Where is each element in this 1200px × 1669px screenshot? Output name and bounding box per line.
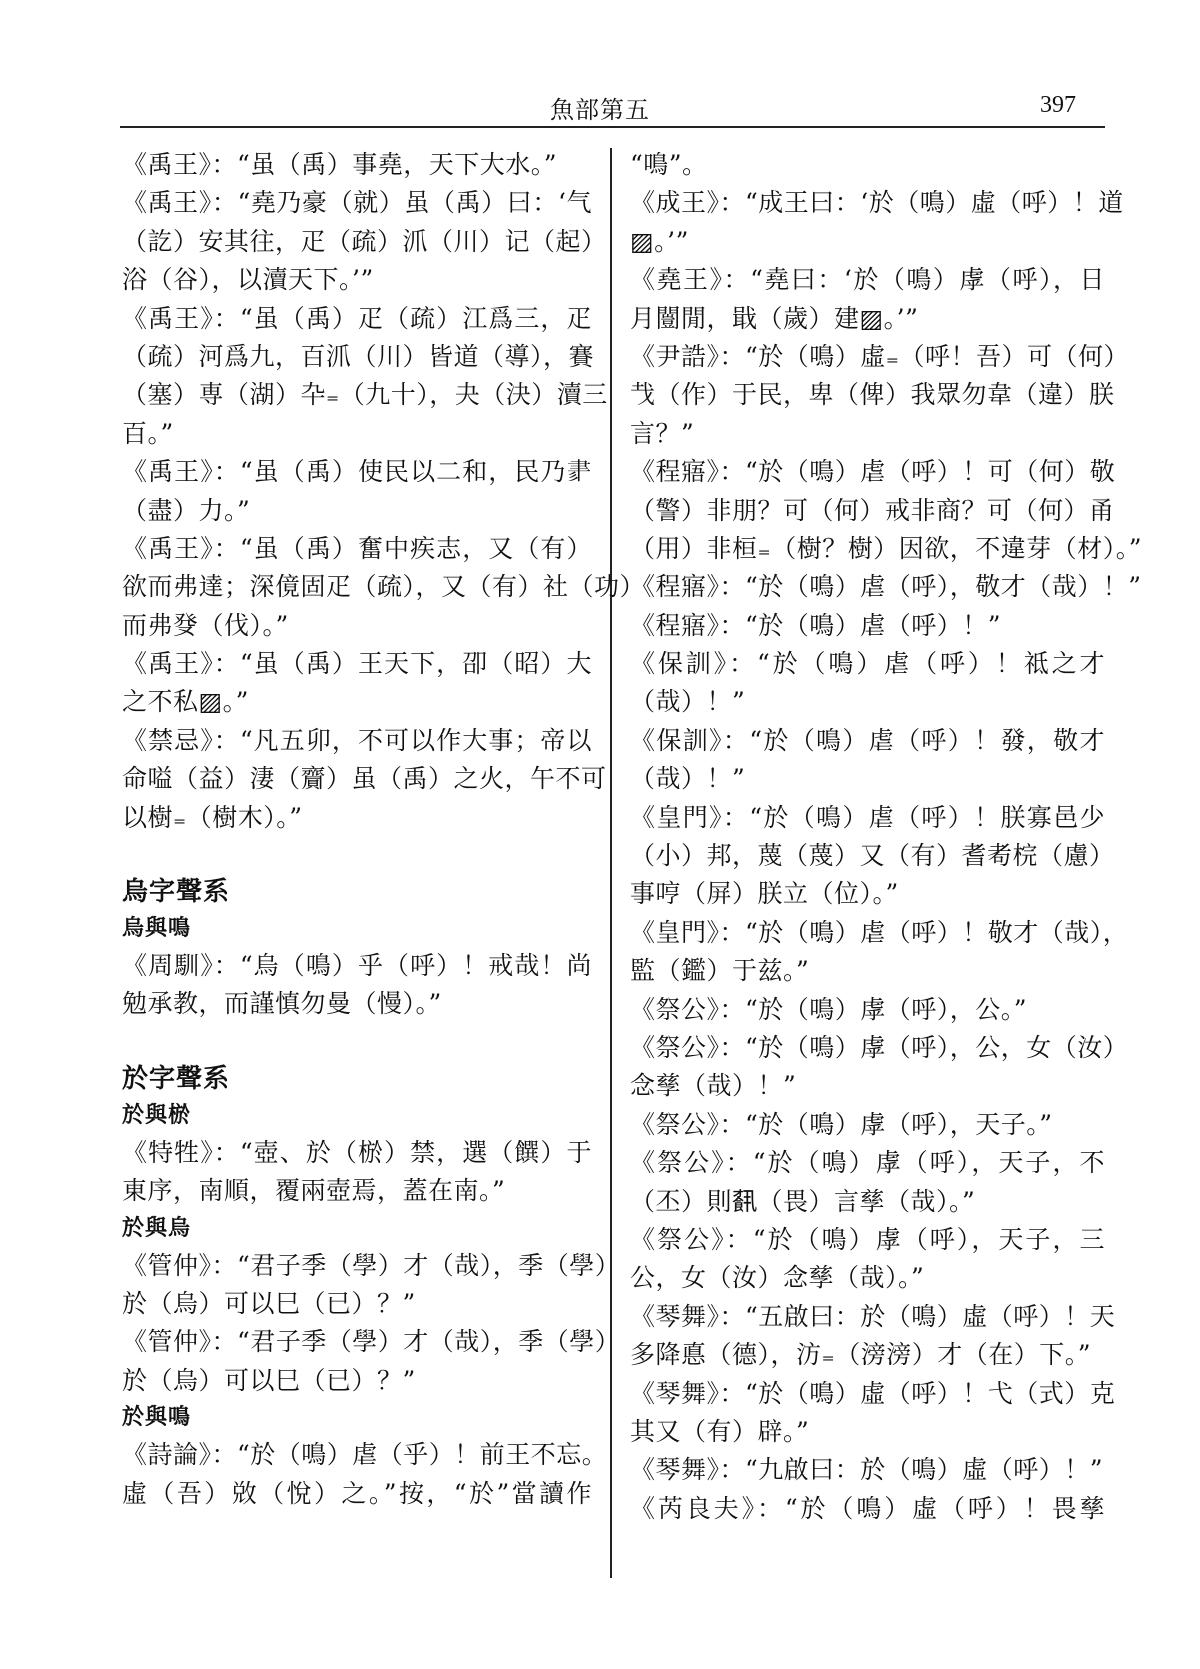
text-line: 《成王》：“成王曰：‘於（鳴）虛（呼）！道: [630, 188, 1124, 218]
left-column: [122, 146, 646, 1513]
text-line: 《保訓》：“於（鳴）虐（呼）！發，敬才: [630, 725, 1105, 755]
text-line: （用）非桓₌（樹？樹）因欲，不違芽（材）。”: [630, 533, 1142, 563]
text-line: 𢦏（作）于民，卑（俾）我眾勿韋（違）朕: [630, 380, 1115, 410]
text-line: 浴（谷），以瀆天下。’”: [122, 265, 374, 295]
sub-heading: 於與鳴: [122, 1405, 192, 1431]
text-line: （訖）安其往，疋（疏）沠（川）记（起）: [122, 226, 607, 256]
text-line: 《管仲》：“君子季（學）才（哉），季（學）: [122, 1250, 621, 1280]
entry-block: [122, 1247, 621, 1401]
text-line: 監（鑑）于兹。”: [630, 956, 810, 986]
text-line: 《程寤》：“於（鳴）虐（呼）！”: [630, 610, 1002, 640]
text-line: 《程寤》：“於（鳴）虐（呼）！可（何）敬: [630, 457, 1116, 487]
text-line: 《琴舞》：“五啟曰：於（鳴）虛（呼）！天: [630, 1301, 1116, 1331]
text-line: 其又（有）辟。”: [630, 1416, 810, 1446]
text-line: 之不私▨。”: [122, 687, 249, 717]
text-line: 《芮良夫》：“於（鳴）虛（呼）！畏孳: [630, 1493, 1105, 1523]
section-heading: 於字聲系: [122, 1063, 231, 1094]
text-line: （警）非朋？可（何）戒非商？可（何）甬: [630, 495, 1115, 525]
text-line: 《禹王》：“虽（禹）王天下，卲（昭）大: [122, 649, 592, 679]
text-line: 念孳（哉）！”: [630, 1071, 797, 1101]
text-line: 《皇門》：“於（鳴）虐（呼）！敬才（哉），: [630, 917, 1129, 947]
text-line: ▨。’”: [630, 226, 689, 256]
section-heading: 烏字聲系: [122, 877, 231, 908]
text-line: 多降悳（德），汸₌（滂滂）才（在）下。”: [630, 1340, 1091, 1370]
text-line: （哉）！”: [630, 687, 746, 717]
text-line: 《禹王》：“堯乃豪（就）虽（禹）曰：‘气: [122, 188, 592, 218]
text-line: （丕）則𩛥（畏）言孳（哉）。”: [630, 1186, 976, 1216]
text-line: 《尹誥》：“於（鳴）虛₌（呼！吾）可（何）: [630, 341, 1129, 371]
text-line: 於（烏）可以巳（已）？”: [122, 1288, 416, 1318]
text-line: 《禁忌》：“凡五卯，不可以作大事；帝以: [122, 725, 592, 755]
text-line: “鳴”。: [630, 150, 708, 179]
column-divider: [610, 148, 612, 1578]
text-line: 《禹王》：“虽（禹）奮中疾志，又（有）: [122, 533, 592, 563]
text-line: 《堯王》：“堯曰：‘於（鳴）虖（呼），日: [630, 265, 1105, 295]
text-line: 《禹王》：“虽（禹）事堯，天下大水。”: [122, 150, 558, 179]
text-line: （盡）力。”: [122, 495, 251, 525]
entry-block: [122, 146, 646, 837]
text-line: 《祭公》：“於（鳴）虖（呼），公，女（汝）: [630, 1032, 1129, 1062]
text-line: 《禹王》：“虽（禹）使民以二和，民乃𦘔: [122, 457, 592, 487]
text-line: 《保訓》：“於（鳴）虐（呼）！祗之才: [630, 649, 1105, 679]
text-line: 《祭公》：“於（鳴）虖（呼），天子。”: [630, 1109, 1053, 1139]
text-line: （小）邦，蔑（蔑）又（有）耆耇梡（慮）: [630, 841, 1115, 871]
text-line: 於（烏）可以巳（已）？”: [122, 1365, 416, 1395]
text-line: 公，女（汝）念孳（哉）。”: [630, 1263, 925, 1293]
text-line: 言？”: [630, 418, 695, 448]
sub-heading: 烏與鳴: [122, 916, 192, 942]
text-line: 勉承教，而謹慎勿曼（慢）。”: [122, 989, 442, 1019]
text-line: 虛（吾）敚（悅）之。”按，“於”當讀作: [122, 1478, 592, 1508]
text-line: 欲而弗達；深傹固疋（疏），又（有）社（功）: [122, 572, 646, 602]
entry-block: [122, 1134, 592, 1211]
text-line: 百。”: [122, 418, 174, 448]
text-line: 命嗌（益）淒（齎）虽（禹）之火，午不可: [122, 764, 607, 794]
text-line: 《周馴》：“烏（鳴）乎（呼）！戒哉！尚: [122, 951, 592, 981]
text-line: 事哼（屏）朕立（位）。”: [630, 879, 899, 909]
text-line: 以樹₌（樹木）。”: [122, 802, 303, 832]
text-line: 《祭公》：“於（鳴）虖（呼），天子，不: [630, 1148, 1105, 1178]
section-gap: [122, 1024, 592, 1060]
entry-block: [122, 1436, 608, 1513]
right-column: [630, 146, 1142, 1528]
text-line: 《禹王》：“虽（禹）疋（疏）江爲三，疋: [122, 303, 592, 333]
sub-heading: 於與烏: [122, 1215, 192, 1241]
section-gap: [122, 837, 592, 873]
entry-block: [630, 146, 1142, 1528]
section-title: 魚部第五: [550, 96, 650, 124]
entry-block: [122, 947, 592, 1024]
text-line: 《琴舞》：“於（鳴）虛（呼）！弋（式）克: [630, 1378, 1116, 1408]
text-line: 《祭公》：“於（鳴）虖（呼），天子，三: [630, 1224, 1105, 1254]
page-number: 397: [1040, 92, 1076, 118]
text-line: 《特牲》：“壺、於（棜）禁，選（饌）于: [122, 1137, 592, 1167]
text-line: 月闓閒，戢（歲）建▨。’”: [630, 303, 919, 333]
text-line: 《詩論》：“於（鳴）虐（乎）！前王不忘。: [122, 1440, 608, 1470]
text-line: （塞）専（湖）卆₌（九十），夬（決）瀆三: [122, 380, 608, 410]
header-rule: [120, 126, 1105, 128]
text-line: 《管仲》：“君子季（學）才（哉），季（學）: [122, 1327, 621, 1357]
text-line: 東序，南順，覆兩壺焉，蓋在南。”: [122, 1176, 506, 1206]
text-line: 《琴舞》：“九啟曰：於（鳴）虛（呼）！”: [630, 1455, 1104, 1485]
sub-heading: 於與棜: [122, 1102, 192, 1128]
text-line: 《皇門》：“於（鳴）虐（呼）！朕寡邑少: [630, 802, 1105, 832]
text-line: 《程寤》：“於（鳴）虐（呼），敬才（哉）！”: [630, 572, 1142, 602]
text-line: （疏）河爲九，百沠（川）皆道（導），賽: [122, 341, 595, 371]
text-line: 而弗癹（伐）。”: [122, 610, 289, 640]
text-line: 《祭公》：“於（鳴）虖（呼），公。”: [630, 994, 1028, 1024]
text-line: （哉）！”: [630, 764, 746, 794]
